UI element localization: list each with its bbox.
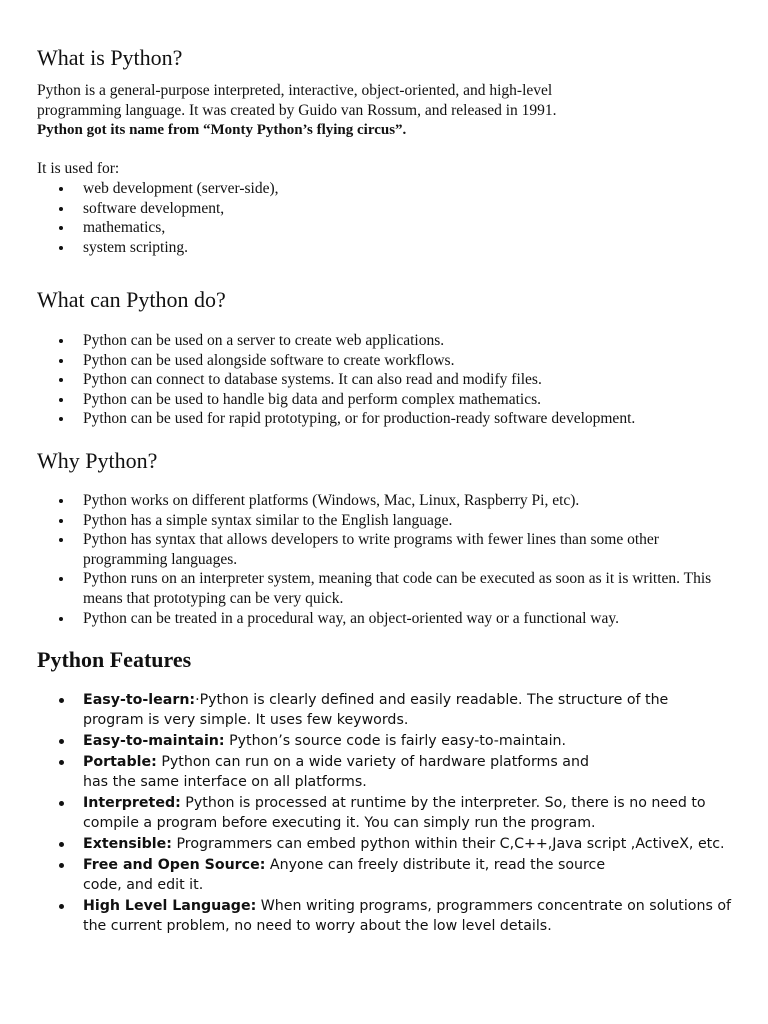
feature-item: Free and Open Source: Anyone can freely distribute it, read the source code, and edit it. bbox=[37, 855, 737, 895]
bullet-icon bbox=[59, 226, 63, 230]
list-item: web development (server-side), bbox=[37, 179, 737, 199]
feature-item: Extensible: Programmers can embed python within their C,C++,Java script ,ActiveX, etc. bbox=[37, 834, 737, 854]
list-item: Python can be used on a server to create web applications. bbox=[37, 331, 737, 351]
list-item: Python can connect to database systems. It can also read and modify files. bbox=[37, 370, 737, 390]
bullet-icon bbox=[59, 187, 63, 191]
bullet-icon bbox=[59, 617, 63, 621]
feature-item: Easy-to-learn:·Python is clearly defined and easily readable. The structure of the program is very simple. It uses few keywords. bbox=[37, 690, 737, 730]
bullet-icon bbox=[59, 499, 63, 503]
list-item: Python has syntax that allows developers to write programs with fewer lines than some other programming languages. bbox=[37, 530, 727, 569]
why-list bbox=[37, 491, 727, 628]
heading-what-is-python: What is Python? bbox=[37, 45, 183, 70]
intro-paragraph bbox=[37, 81, 737, 141]
intro-line-1: Python is a general-purpose interpreted, interactive, object-oriented, and high-level bbox=[37, 82, 553, 99]
list-item: Python can be used to handle big data and perform complex mathematics. bbox=[37, 390, 737, 410]
bullet-icon bbox=[59, 577, 63, 581]
list-item: software development, bbox=[37, 199, 737, 219]
list-item: Python can be used for rapid prototyping, or for production-ready software development. bbox=[37, 409, 737, 429]
bullet-icon bbox=[59, 904, 64, 909]
bullet-icon bbox=[59, 760, 64, 765]
bullet-icon bbox=[59, 417, 63, 421]
bullet-icon bbox=[59, 398, 63, 402]
heading-why-python: Why Python? bbox=[37, 448, 158, 473]
feature-item: Portable: Python can run on a wide variety of hardware platforms and has the same interface on all platforms. bbox=[37, 752, 737, 792]
intro-line-2: programming language. It was created by Guido van Rossum, and released in 1991. bbox=[37, 101, 557, 119]
bullet-icon bbox=[59, 842, 64, 847]
bullet-icon bbox=[59, 538, 63, 542]
list-item: Python can be used alongside software to create workflows. bbox=[37, 351, 737, 371]
list-item: system scripting. bbox=[37, 238, 737, 258]
bullet-icon bbox=[59, 378, 63, 382]
can-do-list bbox=[37, 331, 737, 429]
list-item: Python has a simple syntax similar to the English language. bbox=[37, 511, 727, 531]
name-origin-line: Python got its name from “Monty Python’s flying circus”. bbox=[37, 122, 407, 138]
features-list bbox=[37, 690, 737, 937]
feature-item: Interpreted: Python is processed at runtime by the interpreter. So, there is no need to compile a program before executing it. You can simply run the program. bbox=[37, 793, 737, 833]
feature-item: Easy-to-maintain: Python’s source code is fairly easy-to-maintain. bbox=[37, 731, 737, 751]
bullet-icon bbox=[59, 359, 63, 363]
used-for-label: It is used for: bbox=[37, 160, 120, 177]
list-item: mathematics, bbox=[37, 218, 737, 238]
heading-what-can-python-do: What can Python do? bbox=[37, 287, 226, 312]
list-item: Python runs on an interpreter system, meaning that code can be executed as soon as it is written. This means that prototyping can be very quick. bbox=[37, 569, 727, 608]
bullet-icon bbox=[59, 801, 64, 806]
used-for-list bbox=[37, 179, 737, 257]
bullet-icon bbox=[59, 698, 64, 703]
bullet-icon bbox=[59, 519, 63, 523]
bullet-icon bbox=[59, 739, 64, 744]
list-item: Python works on different platforms (Windows, Mac, Linux, Raspberry Pi, etc). bbox=[37, 491, 727, 511]
bullet-icon bbox=[59, 339, 63, 343]
feature-item: High Level Language: When writing programs, programmers concentrate on solutions of the current problem, no need to worry about the low level details. bbox=[37, 896, 737, 936]
list-item: Python can be treated in a procedural way, an object-oriented way or a functional way. bbox=[37, 609, 727, 629]
heading-python-features: Python Features bbox=[37, 647, 192, 672]
bullet-icon bbox=[59, 207, 63, 211]
bullet-icon bbox=[59, 863, 64, 868]
bullet-icon bbox=[59, 246, 63, 250]
